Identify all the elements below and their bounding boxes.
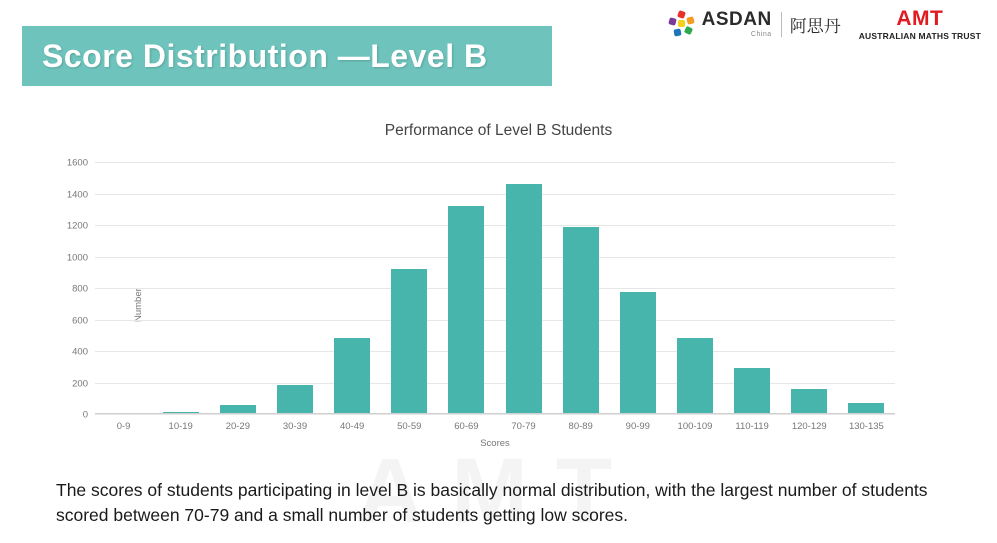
y-axis-tick-label: 0 <box>82 409 88 421</box>
asdan-wordmark <box>702 10 772 38</box>
chart-bar <box>506 184 542 414</box>
bar-slot <box>781 162 838 414</box>
bar-slot <box>209 162 266 414</box>
chart-bar <box>734 368 770 414</box>
x-axis-tick-label: 20-29 <box>225 421 250 432</box>
asdan-mark-icon <box>669 11 695 37</box>
asdan-subtitle: China <box>750 31 772 39</box>
y-axis-title: Number <box>133 288 144 322</box>
chart-bar <box>791 389 827 414</box>
x-axis-tick-label: 70-79 <box>511 421 536 432</box>
chart-bar <box>334 338 370 414</box>
amt-subtitle: AUSTRALIAN MATHS TRUST <box>858 31 981 41</box>
page-title: Score Distribution —Level B <box>42 37 488 74</box>
x-axis-tick-label: 10-19 <box>168 421 193 432</box>
y-axis-tick-label: 1000 <box>66 252 88 263</box>
x-axis-tick-label: 50-59 <box>397 421 422 432</box>
slide-title-banner <box>22 26 552 86</box>
logo-group <box>669 8 981 41</box>
bar-slot <box>95 162 152 414</box>
bar-slot <box>381 162 438 414</box>
chart-bars <box>95 162 895 414</box>
chart-bar <box>620 292 656 414</box>
chart-bar <box>677 338 713 414</box>
bar-slot <box>438 162 495 414</box>
asdan-logo <box>669 10 841 38</box>
bar-slot <box>724 162 781 414</box>
x-axis-tick-label: 120-129 <box>791 421 827 432</box>
bar-slot <box>495 162 552 414</box>
x-axis-tick-label: 60-69 <box>454 421 479 432</box>
gridline <box>82 409 895 421</box>
y-axis-tick-label: 600 <box>72 315 88 326</box>
chart-container <box>0 110 997 460</box>
bar-slot <box>324 162 381 414</box>
chart-bar <box>277 385 313 414</box>
bar-slot <box>152 162 209 414</box>
chart-title: Performance of Level B Students <box>384 122 613 139</box>
chart-bar <box>563 227 599 414</box>
x-axis-tick-label: 80-89 <box>568 421 593 432</box>
chart-baseline <box>95 413 895 414</box>
y-axis-tick-label: 800 <box>72 283 88 295</box>
y-axis-tick-label: 1200 <box>66 220 88 232</box>
bar-slot <box>266 162 323 414</box>
bar-slot <box>838 162 895 414</box>
y-axis-tick-label: 200 <box>72 378 88 389</box>
bar-slot <box>552 162 609 414</box>
amt-logo <box>859 8 981 41</box>
x-axis-tick-label: 40-49 <box>339 421 365 432</box>
x-axis-tick-labels <box>95 421 895 432</box>
chart-bar <box>448 206 484 414</box>
asdan-chinese-name: 阿思丹 <box>781 12 841 37</box>
y-axis-tick-label: 400 <box>72 346 88 358</box>
y-axis-tick-label: 1400 <box>66 189 88 200</box>
x-axis-title: Scores <box>480 438 510 449</box>
bar-slot <box>666 162 723 414</box>
chart-plot-area <box>66 157 895 449</box>
slide-caption: The scores of students participating in level B is basically normal distribution, with the largest number of students scored between 70-79 and a small number of students getting low scores. <box>56 480 928 526</box>
amt-name: AMT <box>896 7 944 30</box>
chart-bar <box>391 269 427 414</box>
x-axis-tick-label: 130-135 <box>848 421 884 432</box>
asdan-name: ASDAN <box>701 9 772 31</box>
x-axis-tick-label: 0-9 <box>116 421 131 432</box>
bar-slot <box>609 162 666 414</box>
x-axis-tick-label: 90-99 <box>625 421 650 432</box>
x-axis-tick-label: 110-119 <box>735 421 769 432</box>
x-axis-tick-label: 100-109 <box>677 421 713 432</box>
y-axis-tick-label: 1600 <box>66 157 88 169</box>
x-axis-tick-label: 30-39 <box>282 421 308 432</box>
